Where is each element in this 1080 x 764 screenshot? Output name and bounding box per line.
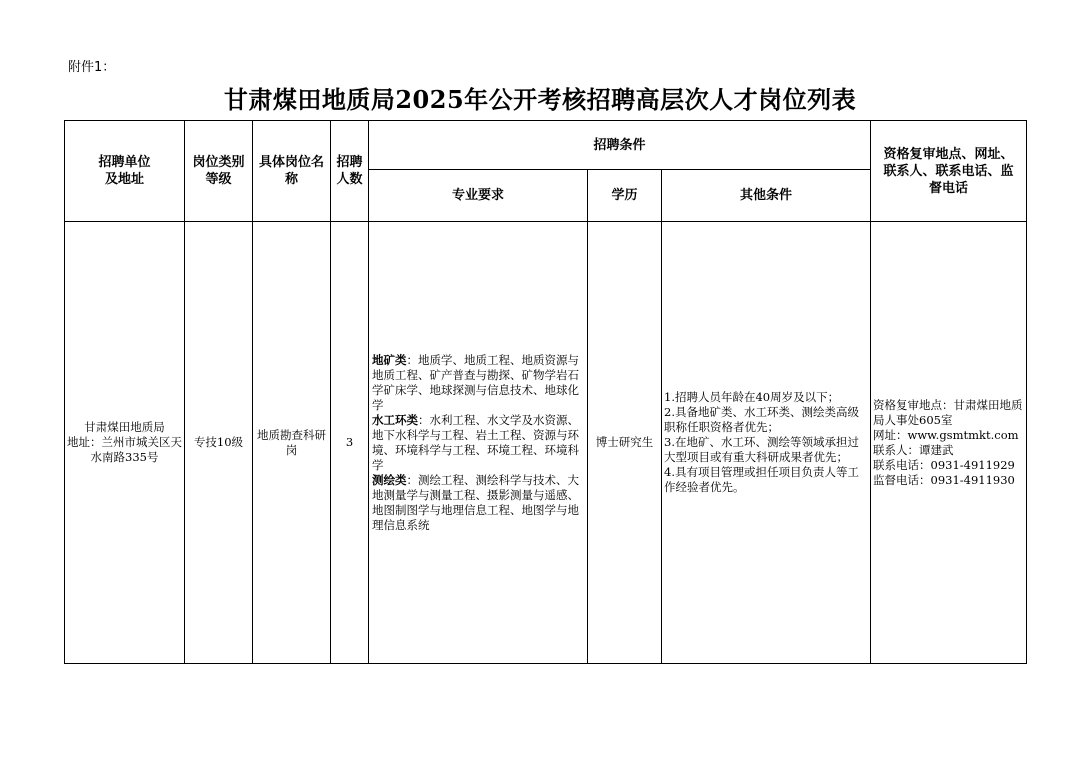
cell-other bbox=[662, 222, 871, 664]
header-count bbox=[331, 121, 369, 222]
major-category-hydro-text: ：水利工程、水文学及水资源、地下水科学与工程、岩土工程、资源与环境、环境科学与工程、环境工程、环境科学 bbox=[372, 412, 579, 472]
major-category-hydro bbox=[372, 413, 584, 473]
header-count-line2: 人数 bbox=[336, 172, 363, 187]
header-review-line2: 联系人、联系电话、监 bbox=[883, 163, 1014, 179]
header-unit-line2: 及地址 bbox=[104, 172, 144, 187]
cell-contact bbox=[871, 222, 1027, 664]
header-post-type-line1: 岗位类别 bbox=[192, 155, 245, 170]
header-review-line3: 督电话 bbox=[928, 180, 968, 196]
header-conditions: 招聘条件 bbox=[369, 121, 871, 170]
cell-post-name: 地质勘查科研岗 bbox=[253, 222, 331, 664]
header-post-type-line2: 等级 bbox=[205, 172, 232, 187]
other-condition-4: 4.具有项目管理或担任项目负责人等工作经验者优先。 bbox=[664, 465, 859, 494]
unit-name: 甘肃煤田地质局 bbox=[84, 420, 165, 434]
contact-person: 联系人：谭建武 bbox=[873, 442, 954, 457]
major-category-survey-label: 测绘类 bbox=[372, 472, 407, 487]
major-category-geology-text: ：地质学、地质工程、地质资源与地质工程、矿产普查与勘探、矿物学岩石学矿床学、地球探测与信息技术、地球化学 bbox=[372, 352, 579, 412]
other-condition-1: 1.招聘人员年龄在40周岁及以下； bbox=[664, 390, 840, 404]
header-unit bbox=[65, 121, 185, 222]
attachment-label: 附件1： bbox=[68, 60, 116, 75]
other-condition-2: 2.具备地矿类、水工环类、测绘类高级职称任职资格者优先； bbox=[664, 405, 859, 434]
cell-unit bbox=[65, 222, 185, 664]
header-count-line1: 招聘 bbox=[336, 155, 363, 170]
other-condition-3: 3.在地矿、水工环、测绘等领域承担过大型项目或有重大科研成果者优先； bbox=[664, 435, 859, 464]
page-title: 甘肃煤田地质局2025年公开考核招聘高层次人才岗位列表 bbox=[223, 85, 857, 114]
contact-website: 网址：www.gsmtmkt.com bbox=[873, 427, 1019, 442]
header-major: 专业要求 bbox=[369, 170, 588, 222]
major-category-survey-text: ：测绘工程、测绘科学与技术、大地测量学与测量工程、摄影测量与遥感、地图制图学与地理信息工程、地图学与地理信息系统 bbox=[372, 472, 579, 532]
header-post-name-line2: 称 bbox=[284, 172, 298, 187]
header-education: 学历 bbox=[588, 170, 662, 222]
major-category-geology-label: 地矿类 bbox=[372, 352, 407, 367]
major-category-geology bbox=[372, 353, 584, 413]
header-unit-line1: 招聘单位 bbox=[98, 155, 151, 170]
major-category-hydro-label: 水工环类 bbox=[372, 412, 418, 427]
header-review-line1: 资格复审地点、网址、 bbox=[883, 146, 1014, 162]
header-review bbox=[871, 121, 1027, 222]
contact-supervise-phone: 监督电话：0931-4911930 bbox=[873, 472, 1015, 487]
unit-address: 地址：兰州市城关区天水南路335号 bbox=[67, 435, 182, 464]
cell-count: 3 bbox=[331, 222, 369, 664]
cell-education: 博士研究生 bbox=[588, 222, 662, 664]
cell-major bbox=[369, 222, 588, 664]
header-other: 其他条件 bbox=[662, 170, 871, 222]
major-category-survey bbox=[372, 473, 584, 533]
recruitment-table bbox=[64, 120, 1027, 664]
header-post-type bbox=[185, 121, 253, 222]
header-post-name bbox=[253, 121, 331, 222]
contact-phone: 联系电话：0931-4911929 bbox=[873, 457, 1015, 472]
header-post-name-line1: 具体岗位名 bbox=[258, 155, 324, 170]
cell-post-type: 专技10级 bbox=[185, 222, 253, 664]
contact-place: 资格复审地点：甘肃煤田地质局人事处605室 bbox=[873, 397, 1023, 427]
